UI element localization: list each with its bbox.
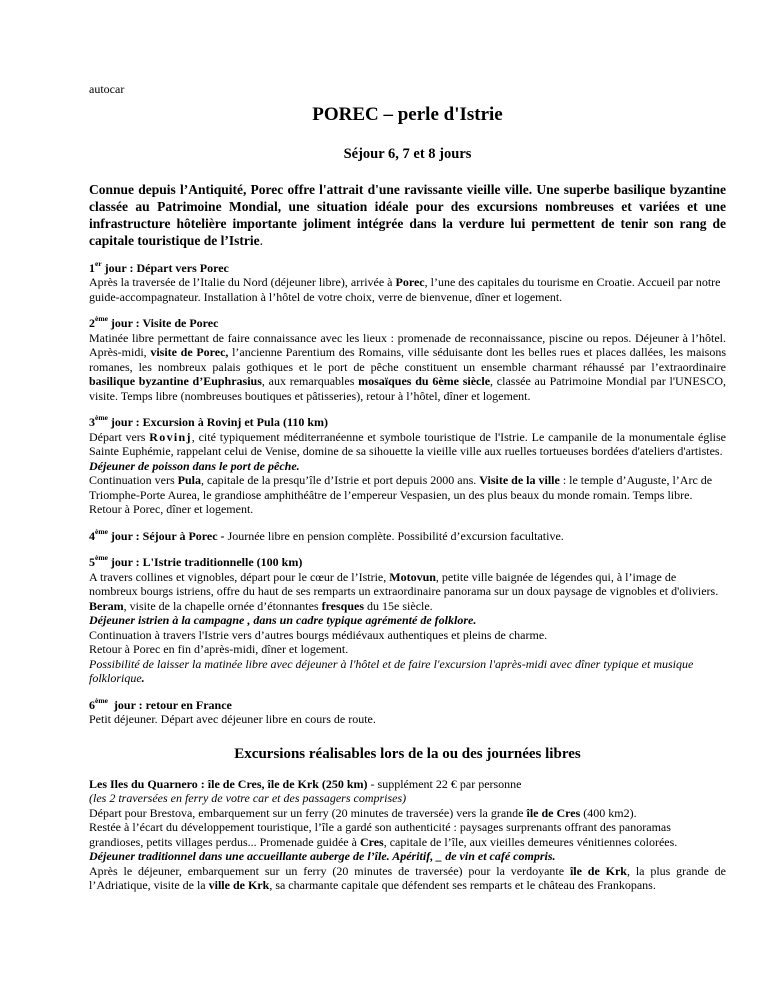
- excursion-item: [89, 777, 726, 893]
- text: , classée au Patrimoine Mondial par l'UNESCO, visite. Temps libre (nombreuses boutiques et pâtisseries), retour à l’hôtel, dîner et logement.: [89, 374, 727, 403]
- day-heading: [89, 695, 726, 713]
- day-body: Petit déjeuner. Départ avec déjeuner libre en cours de route.: [89, 712, 376, 726]
- text: Continuation vers: [89, 473, 178, 487]
- place-name: Pula: [177, 473, 202, 487]
- place-name: Rovinj: [149, 429, 192, 444]
- day-3: [89, 415, 726, 517]
- day-number: 6: [89, 697, 95, 712]
- text: , aux remarquables: [261, 374, 359, 388]
- day-heading: [89, 555, 726, 570]
- day-heading: [89, 526, 726, 544]
- excursion-heading: [89, 777, 726, 792]
- text: Après la traversée de l’Italie du Nord (déjeuner libre), arrivée à: [89, 275, 396, 289]
- highlight: Visite de la ville: [479, 473, 560, 487]
- day-1: [89, 258, 726, 305]
- place-name: Cres: [359, 834, 384, 849]
- intro-paragraph: [89, 181, 726, 249]
- option-note: [89, 657, 726, 686]
- highlight: basilique byzantine d’Euphrasius: [89, 374, 262, 388]
- text: Journée libre en pension complète. Possibilité d’excursion facultative.: [227, 528, 564, 543]
- day-body: [89, 430, 726, 459]
- day-4: [89, 526, 726, 544]
- day-line: Retour à Porec en fin d’après-midi, dîner et logement.: [89, 642, 349, 656]
- text: Restée à l’écart du développement touristique, l’île a gardé son authenticité : paysages surprenants offrant des panoramas grandioses, petits villages perdus... Promenade guidée à: [89, 820, 671, 849]
- text: Départ pour Brestova, embarquement sur un ferry (20 minutes de traversée) vers la grande: [89, 805, 527, 820]
- text: , capitale de l’île, aux vieilles demeures vénitiennes colorées.: [383, 834, 678, 849]
- text: , visite de la chapelle ornée d’étonnantes: [123, 598, 322, 613]
- highlight: mosaïques du 6ème siècle: [358, 374, 491, 388]
- text: l’ancienne Parentium des Romains, ville séduisante dont les belles rues et places dallées, les maisons romanes, les nombreux palais gothiques et le port de pêche constituent un ensemble charmant réhaussé par l’extraordinaire: [89, 345, 726, 374]
- meal-text: Déjeuner istrien à la campagne , dans un cadre typique agrémenté de folklore.: [89, 613, 477, 627]
- day-number: 5: [89, 555, 95, 569]
- text: , la plus grande de l’Adriatique, visite de la: [89, 863, 727, 892]
- day-ordinal: er: [95, 258, 102, 268]
- place-name: île de Krk: [569, 863, 627, 878]
- excursion-note: [89, 791, 726, 806]
- day-body: [89, 331, 726, 404]
- day-ordinal: ème: [95, 314, 108, 323]
- text: Après le déjeuner, embarquement sur un ferry (20 minutes de traversée) pour la verdoyante: [89, 863, 570, 878]
- meal-text: Déjeuner traditionnel dans une accueillante auberge de l’île. Apéritif, _ de vin et café compris.: [89, 849, 556, 863]
- day-ordinal: ème: [95, 553, 108, 562]
- transport-type: autocar: [89, 82, 125, 96]
- meal-note: [89, 613, 726, 628]
- day-title: jour : L'Istrie traditionnelle (100 km): [107, 555, 303, 569]
- text: , l’une des capitales du tourisme en Croatie. Accueil par notre guide-accompagnateur. Installation à l’hôtel de votre choix, verre de bienvenue, dîner et logement.: [89, 275, 721, 304]
- option-end: .: [141, 671, 145, 685]
- highlight: fresques: [321, 598, 365, 613]
- option-text: Possibilité de laisser la matinée libre avec déjeuner à l'hôtel et de faire l'excursion l'après-midi avec dîner typique et musique folklorique: [89, 656, 694, 685]
- day-title: jour : Départ vers Porec: [101, 260, 229, 275]
- day-heading: [89, 258, 726, 276]
- meal-text: Déjeuner de poisson dans le port de pêche.: [89, 458, 300, 473]
- meal-note: [89, 459, 726, 474]
- place-name: île de Cres: [526, 805, 581, 820]
- highlight: visite de Porec,: [150, 345, 229, 359]
- excursion-body: [89, 820, 726, 849]
- excursion-price: - supplément 22 € par personne: [367, 776, 522, 791]
- day-number: 1: [89, 260, 95, 275]
- day-number: 4: [89, 528, 95, 543]
- text: , cité typiquement méditerranéenne et symbole touristique de l'Istrie. Le campanile de la monumentale église Sainte Euphémie, rappelant celui de Venise, domine de sa sihouette la vieille ville aux ruelles tortueuses bordées d'ateliers d'artistes.: [89, 429, 726, 458]
- day-ordinal: ème: [95, 526, 108, 536]
- day-body-continued: [89, 473, 726, 517]
- day-line: Continuation à travers l'Istrie vers d’autres bourgs médiévaux authentiques et pleins de charme.: [89, 627, 548, 642]
- page-title: POREC – perle d'Istrie: [312, 103, 503, 125]
- text: , petite ville baignée de légendes qui, à l’image de nombreux bourgs istriens, offre du haut de ses remparts un extraordinaire panorama sur un doux paysage de vignobles et d'oliviers.: [89, 569, 719, 598]
- place-name: Beram: [89, 598, 124, 613]
- place-name: Motovun: [389, 569, 436, 584]
- excursion-title: Les Iles du Quarnero : île de Cres, île de Krk (250 km): [89, 776, 368, 791]
- page-subtitle: Séjour 6, 7 et 8 jours: [343, 145, 472, 162]
- day-5: [89, 555, 726, 686]
- text: , capitale de la presqu’île d’Istrie et port depuis 2000 ans.: [201, 473, 480, 487]
- text: , sa charmante capitale que défendent ses remparts et le château des Frankopans.: [269, 878, 656, 892]
- intro-end: .: [259, 232, 263, 248]
- intro-text: Connue depuis l’Antiquité, Porec offre l'attrait d'une ravissante vieille ville. Une superbe basilique byzantine classée au Patrimoine Mondial, une situation idéale pour des excursions nombreuses et variées et une infrastructure hôtelière importante joliment intégrée dans la verdure lui permettent de tenir son rang de capitale touristique de l’Istrie: [89, 181, 726, 248]
- excursions-heading: Excursions réalisables lors de la ou des journées libres: [234, 745, 581, 762]
- day-title: jour : Excursion à Rovinj et Pula (110 km): [107, 415, 329, 429]
- day-title: jour : Visite de Porec: [107, 316, 219, 330]
- place-name: Porec: [395, 275, 425, 289]
- text: (400 km2).: [580, 805, 637, 820]
- day-ordinal: ème: [95, 695, 108, 705]
- day-title: jour : Séjour à Porec -: [107, 528, 228, 543]
- text: : le temple d’Auguste, l’Arc de Triomphe-Porte Aurea, le grandiose amphithéâtre de l’empereur Vespasien, un des plus beaux du monde romain. Temps libre. Retour à Porec, dîner et logement.: [89, 473, 713, 516]
- document-page: [89, 82, 726, 893]
- excursion-body: [89, 806, 726, 821]
- day-body: [89, 275, 726, 304]
- day-body: [89, 570, 726, 614]
- text: A travers collines et vignobles, départ pour le cœur de l’Istrie,: [89, 569, 390, 584]
- meal-note: [89, 849, 726, 864]
- day-number: 3: [89, 415, 95, 429]
- day-heading: [89, 415, 726, 430]
- day-ordinal: ème: [95, 413, 108, 422]
- excursion-body: [89, 864, 726, 893]
- text: du 15e siècle.: [364, 598, 433, 613]
- day-title: jour : retour en France: [107, 697, 232, 712]
- text: Départ vers: [89, 429, 150, 444]
- day-6: [89, 695, 726, 727]
- place-name: ville de Krk: [208, 878, 270, 892]
- note-text: (les 2 traversées en ferry de votre car et des passagers comprises): [89, 791, 407, 805]
- day-number: 2: [89, 316, 95, 330]
- text: Matinée libre permettant de faire connaissance avec les lieux : promenade de reconnaissance, piscine ou repos. Déjeuner à l’hôtel. Après-midi,: [89, 330, 726, 359]
- day-heading: [89, 316, 726, 331]
- day-2: [89, 316, 726, 403]
